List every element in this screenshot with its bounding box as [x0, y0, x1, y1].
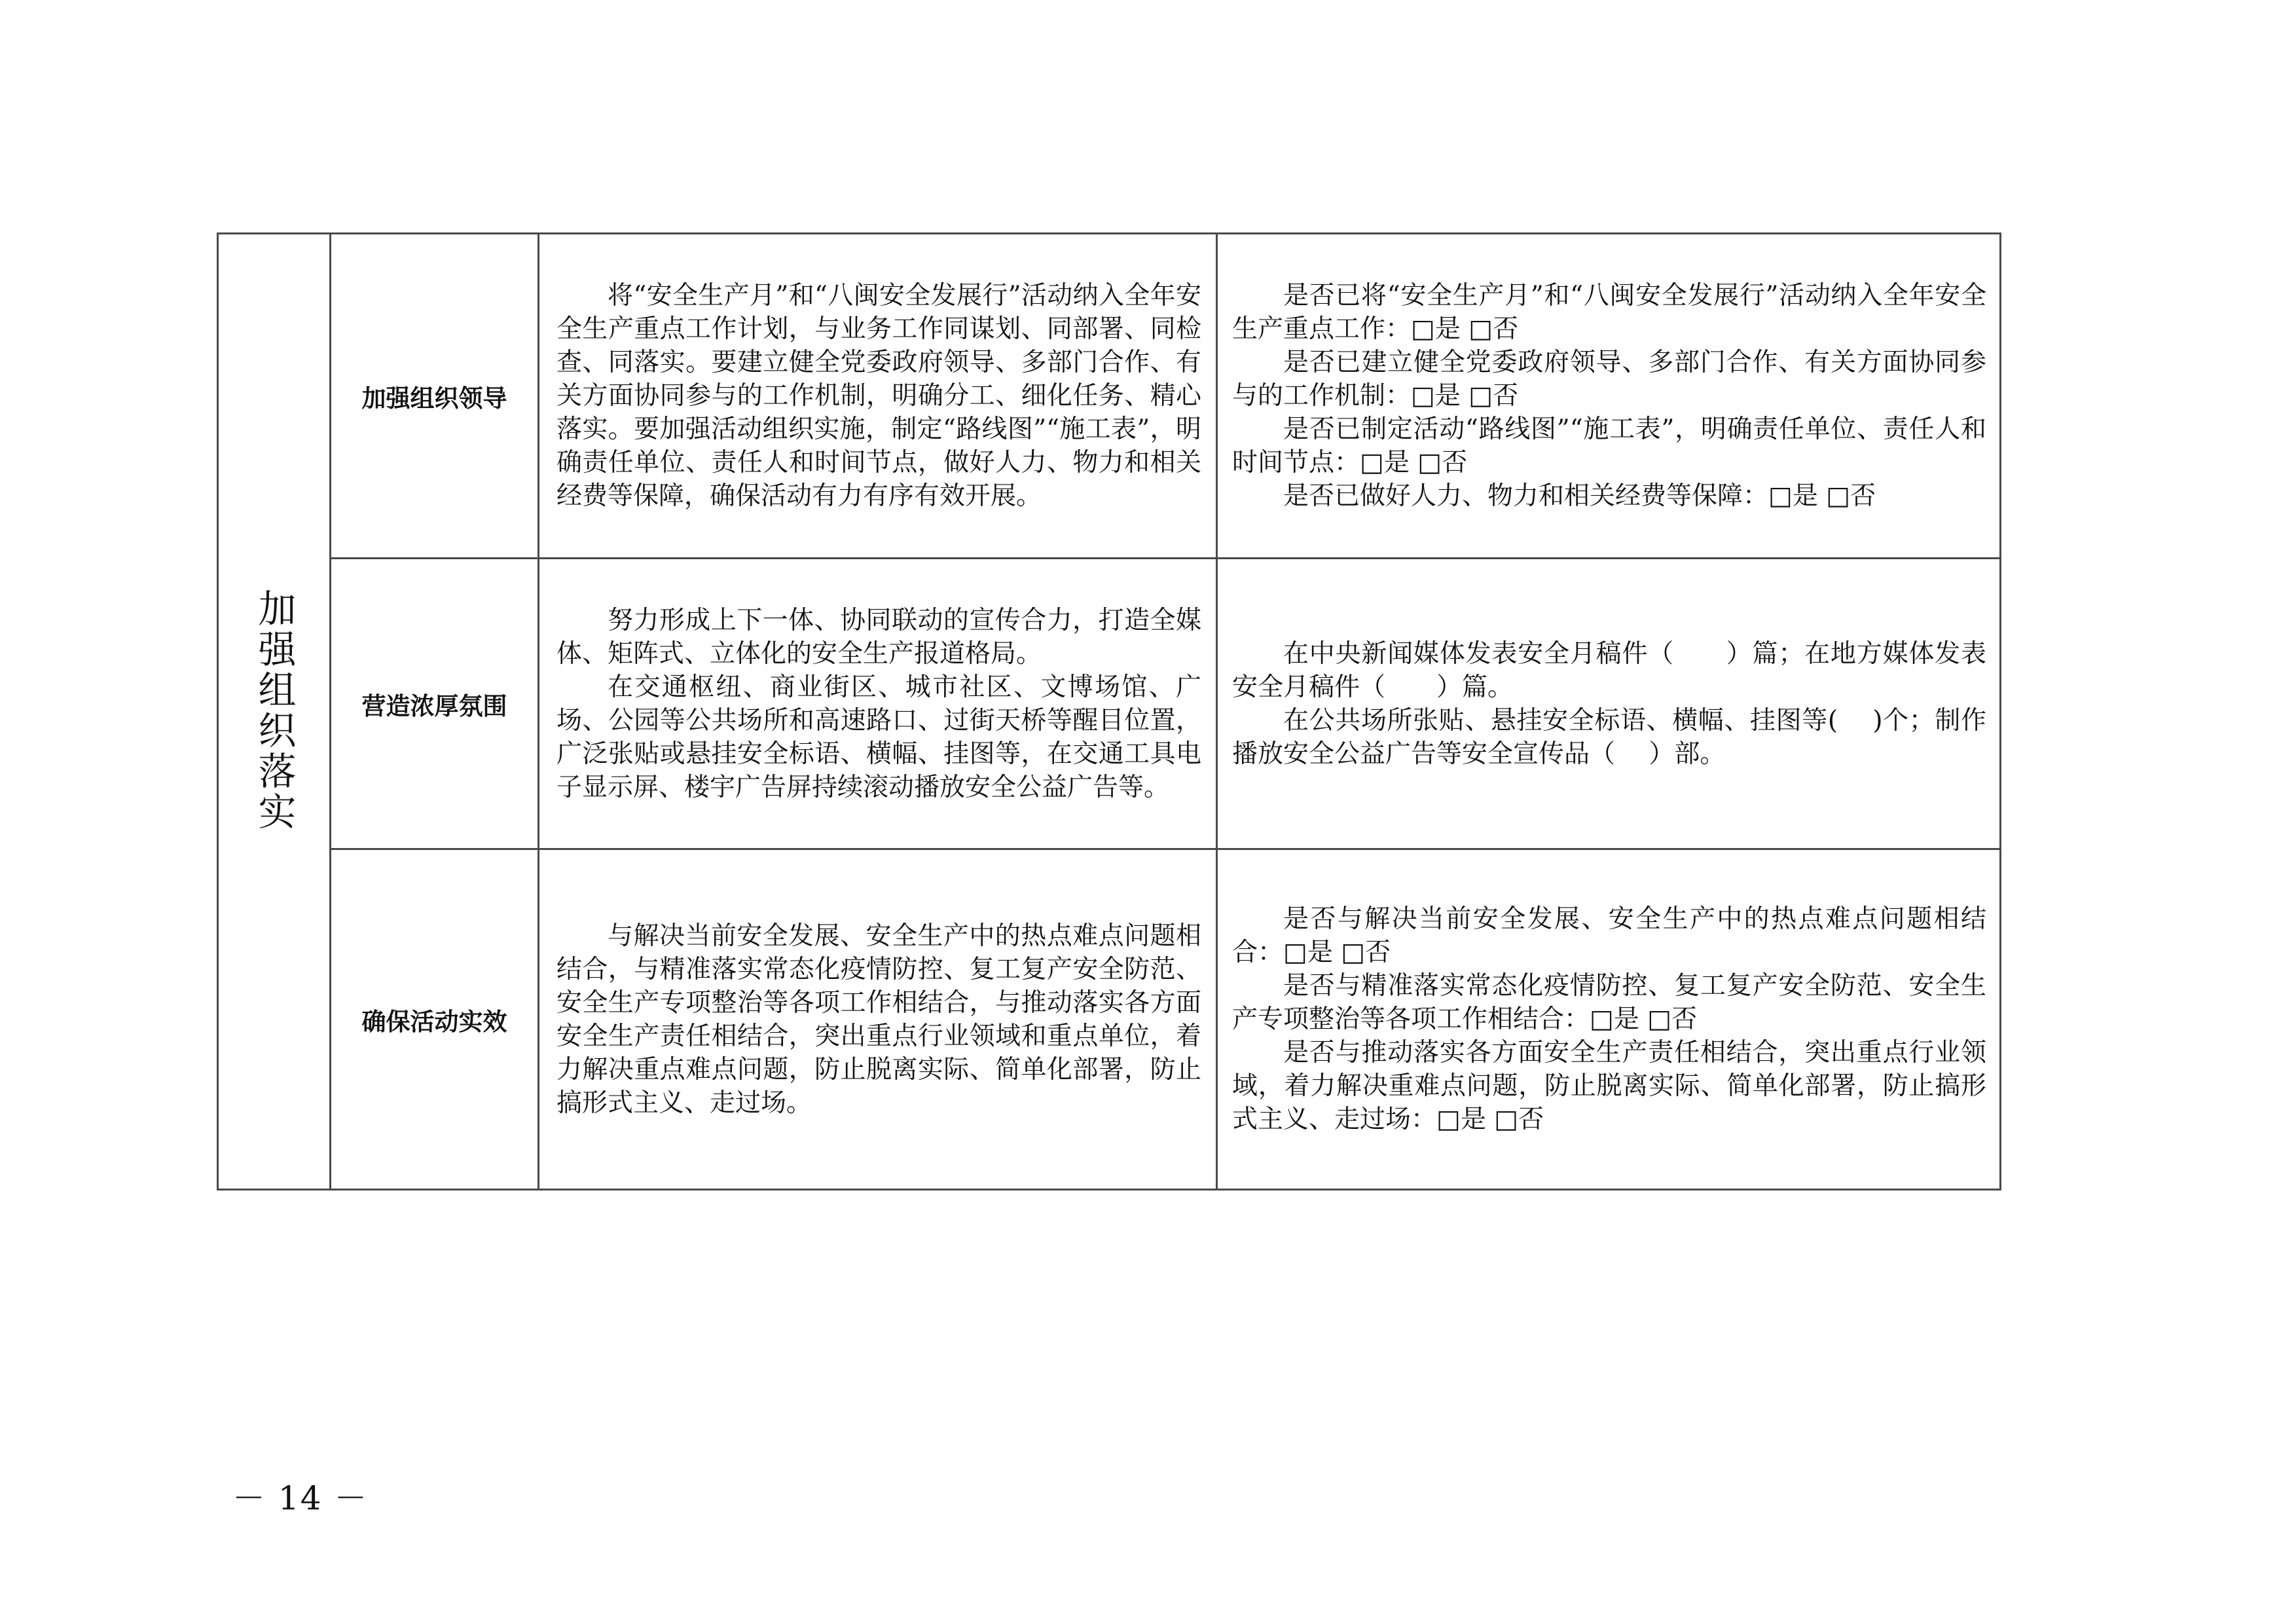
check-cell — [1217, 234, 2001, 559]
requirement-cell — [539, 234, 1217, 559]
requirement-paragraph: 努力形成上下一体、协同联动的宣传合力，打造全媒体、矩阵式、立体化的安全生产报道格局。 — [556, 605, 1201, 669]
page-number: － 14 － — [232, 1479, 369, 1517]
check-cell — [1217, 559, 2001, 849]
check-item: 是否已做好人力、物力和相关经费等保障：□是 □否 — [1283, 481, 1876, 511]
item-label: 营造浓厚氛围 — [361, 692, 507, 720]
check-item: 是否已制定活动“路线图”“施工表”，明确责任单位、责任人和时间节点：□是 □否 — [1232, 415, 1986, 477]
table-row — [218, 234, 2001, 559]
requirement-paragraph: 将“安全生产月”和“八闽安全发展行”活动纳入全年安全生产重点工作计划，与业务工作同谋划、同部署、同检查、同落实。要建立健全党委政府领导、多部门合作、有关方面协同参与的工作机制，明确分工、细化任务、精心落实。要加强活动组织实施，制定“路线图”“施工表”，明确责任单位、责任人和时间节点，做好人力、物力和相关经费等保障，确保活动有力有序有效开展。 — [556, 281, 1201, 511]
requirement-paragraph: 与解决当前安全发展、安全生产中的热点难点问题相结合，与精准落实常态化疫情防控、复工复产安全防范、安全生产专项整治等各项工作相结合，与推动落实各方面安全生产责任相结合，突出重点行业领域和重点单位，着力解决重点难点问题，防止脱离实际、简单化部署，防止搞形式主义、走过场。 — [556, 921, 1201, 1118]
item-label: 确保活动实效 — [361, 1007, 507, 1036]
check-item: 在公共场所张贴、悬挂安全标语、横幅、挂图等( )个；制作播放安全公益广告等安全宣传品（ ）部。 — [1232, 705, 1986, 769]
item-cell — [331, 234, 539, 559]
category-cell — [218, 234, 331, 1190]
table-row — [218, 559, 2001, 849]
requirement-cell — [539, 849, 1217, 1190]
check-item: 是否与推动落实各方面安全生产责任相结合，突出重点行业领域，着力解决重难点问题，防止脱离实际、简单化部署，防止搞形式主义、走过场：□是 □否 — [1232, 1038, 1986, 1134]
checklist-table — [217, 232, 2001, 1190]
item-cell — [331, 559, 539, 849]
requirement-cell — [539, 559, 1217, 849]
check-item: 是否已建立健全党委政府领导、多部门合作、有关方面协同参与的工作机制：□是 □否 — [1232, 348, 1986, 411]
item-cell — [331, 849, 539, 1190]
check-cell — [1217, 849, 2001, 1190]
item-label: 加强组织领导 — [361, 384, 507, 413]
check-item: 是否与精准落实常态化疫情防控、复工复产安全防范、安全生产专项整治等各项工作相结合：□是 □否 — [1232, 971, 1986, 1034]
requirement-paragraph: 在交通枢纽、商业街区、城市社区、文博场馆、广场、公园等公共场所和高速路口、过街天桥等醒目位置，广泛张贴或悬挂安全标语、横幅、挂图等，在交通工具电子显示屏、楼宇广告屏持续滚动播放安全公益广告等。 — [556, 672, 1201, 802]
table-row — [218, 849, 2001, 1190]
check-item: 是否与解决当前安全发展、安全生产中的热点难点问题相结合：□是 □否 — [1232, 904, 1986, 967]
check-item: 是否已将“安全生产月”和“八闽安全发展行”活动纳入全年安全生产重点工作：□是 □否 — [1232, 281, 1986, 344]
check-item: 在中央新闻媒体发表安全月稿件（ ）篇；在地方媒体发表安全月稿件（ ）篇。 — [1232, 638, 1986, 702]
category-label: 加强组织落实 — [251, 588, 297, 832]
